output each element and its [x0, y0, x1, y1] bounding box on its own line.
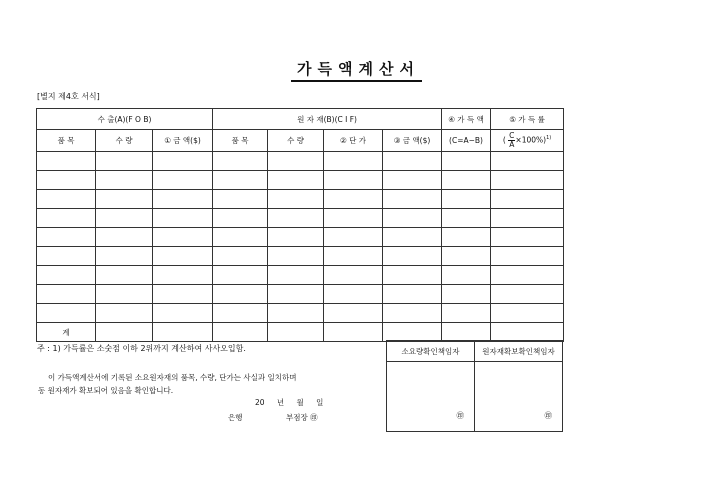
table-row — [37, 266, 564, 285]
confirmation-line-2: 동 원자재가 확보되어 있음을 확인합니다. — [38, 386, 174, 395]
raw-qty-header: 수 량 — [268, 130, 324, 152]
export-qty-header: 수 량 — [96, 130, 153, 152]
table-row — [37, 171, 564, 190]
raw-item-header: 품 목 — [213, 130, 268, 152]
formula-header: (C=A−B) — [442, 130, 491, 152]
document-title: 가득액계산서 — [0, 58, 713, 79]
date-line: 20 년 월 일 — [255, 398, 324, 407]
calculation-table — [36, 108, 564, 342]
export-item-header: 품 목 — [37, 130, 96, 152]
material-officer-header: 원자재확보확인책임자 — [475, 341, 563, 362]
rate-numerator: C — [509, 131, 515, 140]
profit-amount-header: ④ 가 득 액 — [442, 109, 491, 130]
signature-table — [386, 340, 563, 432]
raw-material-header: 원 자 재(B)(C I F) — [213, 109, 442, 130]
material-officer-seal: ㊞ — [475, 362, 563, 432]
total-label: 계 — [37, 323, 96, 342]
total-row — [37, 323, 564, 342]
rate-open-paren: ( — [502, 135, 506, 145]
unit-price-header: ② 단 가 — [324, 130, 383, 152]
rate-footnote-mark: 1) — [546, 135, 552, 141]
profit-rate-header: ⑤ 가 득 률 — [491, 109, 564, 130]
bank-label: 은행 — [228, 413, 243, 422]
table-row — [37, 228, 564, 247]
header-row — [37, 109, 564, 130]
export-amount-header: ① 금 액($) — [153, 130, 213, 152]
table-row — [37, 285, 564, 304]
form-number: [별지 제4호 서식] — [37, 92, 100, 101]
table-row — [37, 304, 564, 323]
branch-chief-seal: 부점장 ㊞ — [286, 413, 318, 422]
table-row — [37, 190, 564, 209]
rate-denominator: A — [509, 140, 515, 149]
rate-formula-header — [491, 130, 564, 152]
table-row — [37, 209, 564, 228]
quantity-officer-header: 소요량확인책임자 — [387, 341, 475, 362]
table-row — [37, 247, 564, 266]
rate-multiplier: ×100%) — [515, 135, 547, 145]
export-header: 수 출(A)(F O B) — [37, 109, 213, 130]
footnote: 주 : 1) 가득률은 소숫점 이하 2위까지 계산하여 사사오입함. — [37, 344, 246, 353]
confirmation-statement — [38, 371, 297, 397]
quantity-officer-seal: ㊞ — [387, 362, 475, 432]
confirmation-line-1: 이 가득액계산서에 기록된 소요원자재의 품목, 수량, 단가는 사실과 일치하며 — [48, 373, 297, 382]
subheader-row — [37, 130, 564, 152]
raw-amount-header: ③ 금 액($) — [383, 130, 442, 152]
table-row — [37, 152, 564, 171]
